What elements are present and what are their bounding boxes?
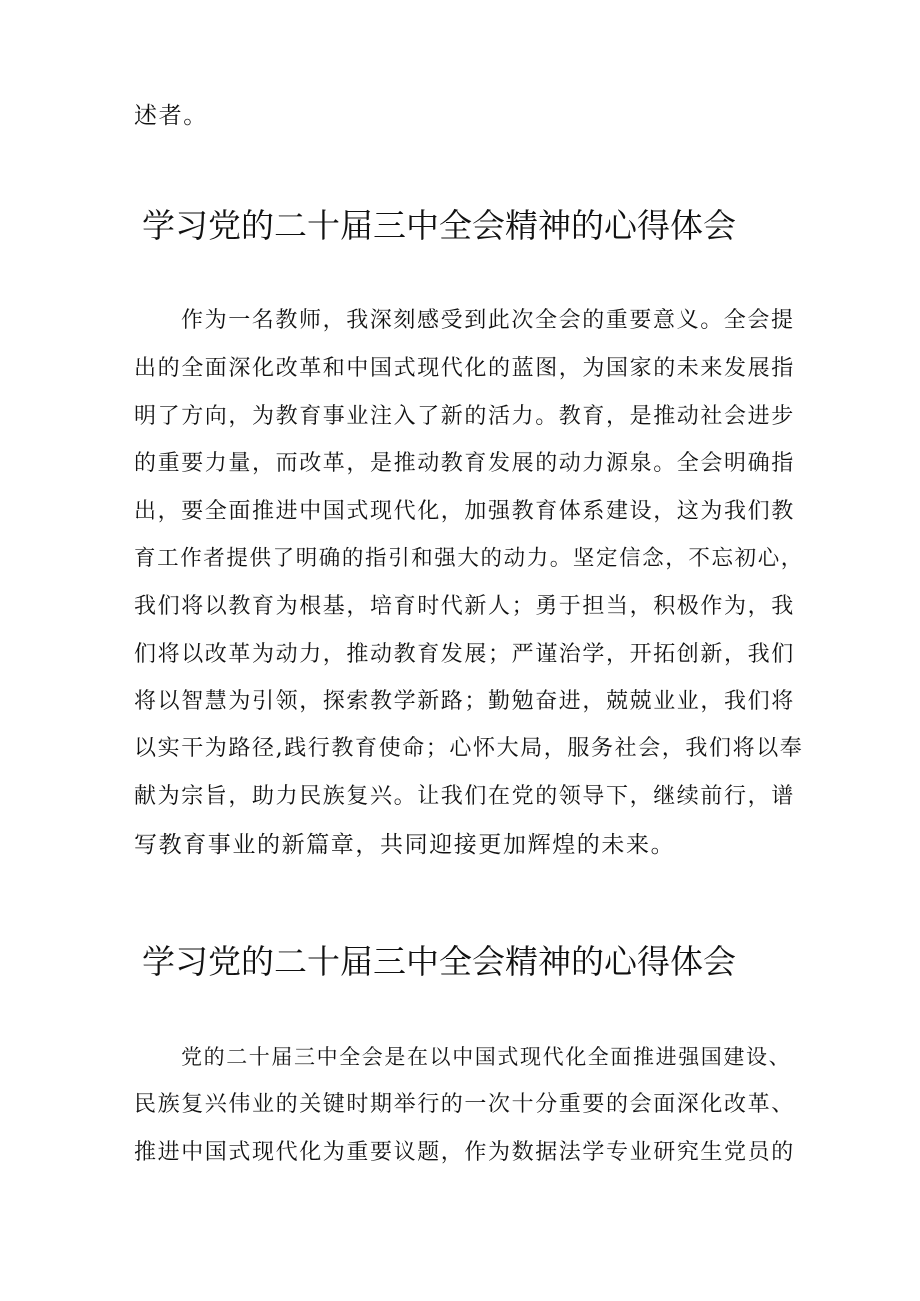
continuation-line: 述者。 <box>134 103 208 129</box>
paragraph-line: 的重要力量，而改革，是推动教育发展的动力源泉。全会明确指 <box>134 451 795 476</box>
paragraph-line: 写教育事业的新篇章，共同迎接更加辉煌的未来。 <box>134 832 676 858</box>
paragraph-line: 作为一名教师，我深刻感受到此次全会的重要意义。全会提 <box>181 308 795 333</box>
paragraph-line: 献为宗旨，助力民族复兴。让我们在党的领导下，继续前行，谱 <box>134 784 795 809</box>
section-title: 学习党的二十届三中全会精神的心得体会 <box>142 206 736 245</box>
paragraph-line: 明了方向，为教育事业注入了新的活力。教育，是推动社会进步 <box>134 404 795 429</box>
paragraph-line: 出的全面深化改革和中国式现代化的蓝图，为国家的未来发展指 <box>134 356 795 381</box>
paragraph-line: 我们将以教育为根基，培育时代新人；勇于担当，积极作为，我 <box>134 594 795 619</box>
paragraph-line: 党的二十届三中全会是在以中国式现代化全面推进强国建设、 <box>181 1045 792 1069</box>
paragraph-line: 推进中国式现代化为重要议题，作为数据法学专业研究生党员的 <box>134 1140 795 1165</box>
paragraph-line: 民族复兴伟业的关键时期举行的一次十分重要的会面深化改革、 <box>134 1092 795 1117</box>
paragraph-line: 以实干为路径,践行教育使命；心怀大局，服务社会，我们将以奉 <box>134 736 804 761</box>
paragraph-line: 将以智慧为引领，探索教学新路；勤勉奋进，兢兢业业，我们将 <box>134 689 795 714</box>
paragraph-line: 们将以改革为动力，推动教育发展；严谨治学，开拓创新，我们 <box>134 642 795 667</box>
paragraph-line: 育工作者提供了明确的指引和强大的动力。坚定信念，不忘初心， <box>134 546 804 571</box>
section-title: 学习党的二十届三中全会精神的心得体会 <box>142 942 736 981</box>
paragraph-line: 出，要全面推进中国式现代化，加强教育体系建设，这为我们教 <box>134 499 795 524</box>
